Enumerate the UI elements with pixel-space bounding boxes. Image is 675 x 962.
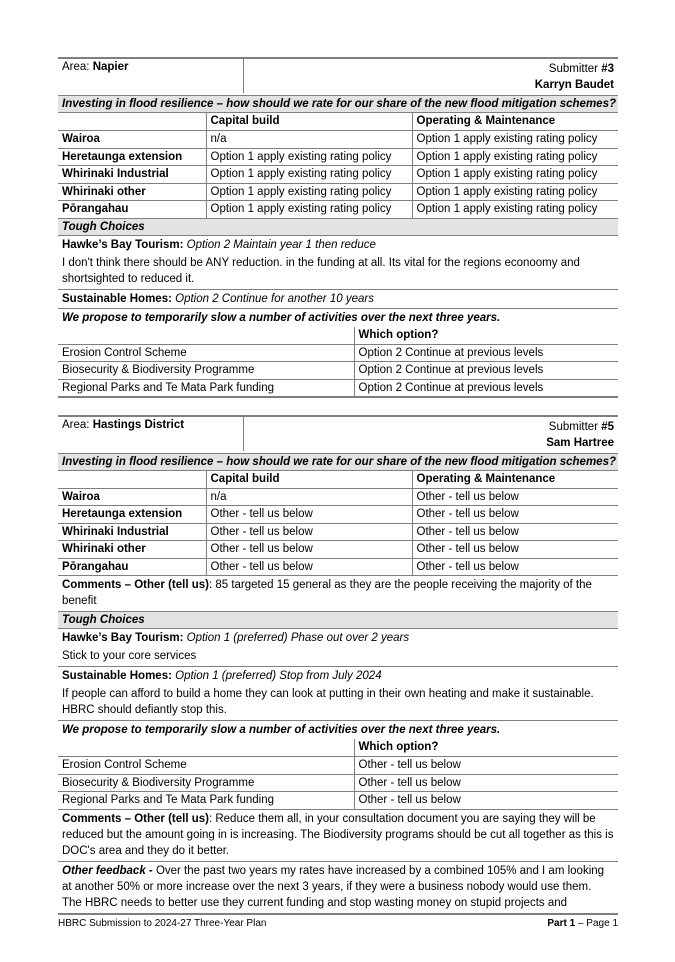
table-row [58, 131, 618, 149]
flood-comments-label: Comments – Other (tell us) [62, 579, 209, 591]
activity-name: Regional Parks and Te Mata Park funding [58, 379, 354, 397]
footer-page [547, 918, 618, 929]
flood-table [58, 113, 618, 219]
operating-value: Other - tell us below [412, 506, 618, 524]
slow-table [58, 739, 618, 810]
operating-value: Other - tell us below [412, 558, 618, 576]
submitter-cell [244, 417, 618, 453]
slow-question: We propose to temporarily slow a number of activities over the next three years. [62, 311, 501, 324]
area-label: Area: [62, 61, 93, 73]
capital-value: Other - tell us below [206, 558, 412, 576]
slow-comments-text: : Reduce them all, in your consultation document you are saying they will be reduced but the amount going in is increasing. The Biodiversity programs should be cut all together as this is DOC's area and they do it better. [62, 812, 614, 857]
submitter-cell [244, 59, 618, 95]
slow-comments-label: Comments – Other (tell us) [62, 812, 209, 825]
footer-title: HBRC Submission to 2024-27 Three-Year Plan [58, 918, 267, 929]
table-row [58, 148, 618, 166]
header-cell [58, 739, 354, 757]
homes-label: Sustainable Homes: [62, 292, 172, 305]
table-row [58, 488, 618, 506]
area-value: Hastings District [92, 418, 185, 431]
capital-value: Other - tell us below [206, 506, 412, 524]
table-row [58, 792, 618, 810]
tough-choices-heading: Tough Choices [58, 612, 618, 629]
activity-name: Erosion Control Scheme [58, 344, 354, 362]
flood-table [58, 471, 618, 577]
page-footer [58, 918, 618, 929]
activity-name: Biosecurity & Biodiversity Programme [58, 362, 354, 380]
scheme-name: Whirinaki other [58, 541, 206, 559]
scheme-name: Wairoa [58, 131, 206, 149]
page-content [58, 57, 618, 915]
slow-table [58, 327, 618, 398]
flood-comments [58, 576, 618, 612]
capital-value: Other - tell us below [206, 523, 412, 541]
operating-value: Other - tell us below [412, 523, 618, 541]
activity-option: Other - tell us below [354, 792, 618, 810]
tourism-line [58, 236, 618, 254]
area-label: Area: [62, 418, 93, 431]
homes-label: Sustainable Homes: [62, 670, 172, 682]
area-cell [58, 59, 244, 93]
submission-header [58, 415, 618, 454]
flood-question: Investing in flood resilience – how should we rate for our share of the new flood mitigation schemes? [58, 454, 618, 471]
homes-choice: Option 1 (preferred) Stop from July 2024 [175, 670, 382, 682]
other-feedback-text: Over the past two years my rates have increased by a combined 105% and I am looking at another 50% or more increase over the next 3 years, if they were a business nobody would use them. The HBRC needs to better use they current funding and stop wasting money on stupid projects and [62, 864, 605, 909]
header-cell [58, 327, 354, 345]
table-row [58, 558, 618, 576]
flood-question: Investing in flood resilience – how should we rate for our share of the new flood mitigation schemes? [58, 96, 618, 113]
activity-option: Option 2 Continue at previous levels [354, 344, 618, 362]
activity-option: Other - tell us below [354, 757, 618, 775]
header-cell: Which option? [354, 327, 618, 345]
submitter-label: Submitter [548, 420, 602, 433]
scheme-name: Whirinaki other [58, 183, 206, 201]
separator [58, 398, 618, 415]
other-feedback-label: Other feedback - [62, 864, 153, 877]
table-row [58, 379, 618, 397]
header-cell: Capital build [206, 113, 412, 131]
header-cell [58, 113, 206, 131]
table-row [58, 523, 618, 541]
activity-option: Other - tell us below [354, 774, 618, 792]
submitter-name: Karryn Baudet [534, 79, 614, 91]
capital-value: Option 1 apply existing rating policy [206, 148, 412, 166]
table-row [58, 362, 618, 380]
tourism-choice: Option 1 (preferred) Phase out over 2 years [186, 632, 410, 644]
tourism-comment: Stick to your core services [58, 647, 618, 667]
scheme-name: Pōrangahau [58, 201, 206, 219]
operating-value: Option 1 apply existing rating policy [412, 148, 618, 166]
table-row [58, 344, 618, 362]
activity-option: Option 2 Continue at previous levels [354, 362, 618, 380]
scheme-name: Heretaunga extension [58, 148, 206, 166]
table-row [58, 201, 618, 219]
tourism-label: Hawke’s Bay Tourism: [62, 632, 184, 644]
scheme-name: Wairoa [58, 488, 206, 506]
other-feedback [58, 862, 618, 915]
header-cell: Operating & Maintenance [412, 113, 618, 131]
capital-value: Option 1 apply existing rating policy [206, 201, 412, 219]
table-row [58, 183, 618, 201]
area-value: Napier [92, 61, 129, 73]
scheme-name: Heretaunga extension [58, 506, 206, 524]
flood-table-header [58, 113, 618, 131]
activity-name: Regional Parks and Te Mata Park funding [58, 792, 354, 810]
slow-question: We propose to temporarily slow a number of activities over the next three years. [62, 724, 501, 736]
header-cell: Capital build [206, 471, 412, 489]
submitter-number: #3 [601, 63, 614, 75]
homes-line [58, 290, 618, 309]
header-cell: Operating & Maintenance [412, 471, 618, 489]
table-row [58, 166, 618, 184]
operating-value: Option 1 apply existing rating policy [412, 201, 618, 219]
area-cell [58, 417, 244, 451]
header-cell [58, 471, 206, 489]
submission-napier [58, 57, 618, 398]
submission-hastings [58, 415, 618, 915]
submitter-number: #5 [601, 420, 614, 433]
slow-comments [58, 810, 618, 862]
slow-table-header [58, 327, 618, 345]
capital-value: n/a [206, 488, 412, 506]
operating-value: Option 1 apply existing rating policy [412, 183, 618, 201]
tourism-comment: I don't think there should be ANY reduction. in the funding at all. Its vital for the regions econoomy and shortsighted to reduced it. [58, 254, 618, 290]
flood-table-header [58, 471, 618, 489]
table-row [58, 541, 618, 559]
footer-page-number: – Page 1 [575, 918, 618, 929]
flood-comments-text: : 85 targeted 15 general as they are the people receiving the majority of the benefit [62, 579, 592, 607]
activity-option: Option 2 Continue at previous levels [354, 379, 618, 397]
tourism-choice: Option 2 Maintain year 1 then reduce [186, 238, 376, 251]
capital-value: Other - tell us below [206, 541, 412, 559]
scheme-name: Whirinaki Industrial [58, 166, 206, 184]
operating-value: Option 1 apply existing rating policy [412, 131, 618, 149]
homes-line [58, 667, 618, 685]
capital-value: Option 1 apply existing rating policy [206, 166, 412, 184]
capital-value: Option 1 apply existing rating policy [206, 183, 412, 201]
tourism-line [58, 629, 618, 647]
homes-comment: If people can afford to build a home they can look at putting in their own heating and make it sustainable. HBRC should defiantly stop this. [58, 685, 618, 721]
submission-header [58, 57, 618, 96]
slow-table-header [58, 739, 618, 757]
table-row [58, 506, 618, 524]
header-cell: Which option? [354, 739, 618, 757]
operating-value: Other - tell us below [412, 541, 618, 559]
table-row [58, 774, 618, 792]
homes-choice: Option 2 Continue for another 10 years [175, 292, 374, 305]
operating-value: Other - tell us below [412, 488, 618, 506]
tourism-label: Hawke’s Bay Tourism: [62, 238, 184, 251]
footer-part: Part 1 [547, 918, 576, 929]
activity-name: Biosecurity & Biodiversity Programme [58, 774, 354, 792]
capital-value: n/a [206, 131, 412, 149]
scheme-name: Pōrangahau [58, 558, 206, 576]
operating-value: Option 1 apply existing rating policy [412, 166, 618, 184]
tough-choices-heading: Tough Choices [58, 219, 618, 236]
submitter-label: Submitter [548, 63, 602, 75]
table-row [58, 757, 618, 775]
submitter-name: Sam Hartree [546, 436, 614, 449]
scheme-name: Whirinaki Industrial [58, 523, 206, 541]
activity-name: Erosion Control Scheme [58, 757, 354, 775]
